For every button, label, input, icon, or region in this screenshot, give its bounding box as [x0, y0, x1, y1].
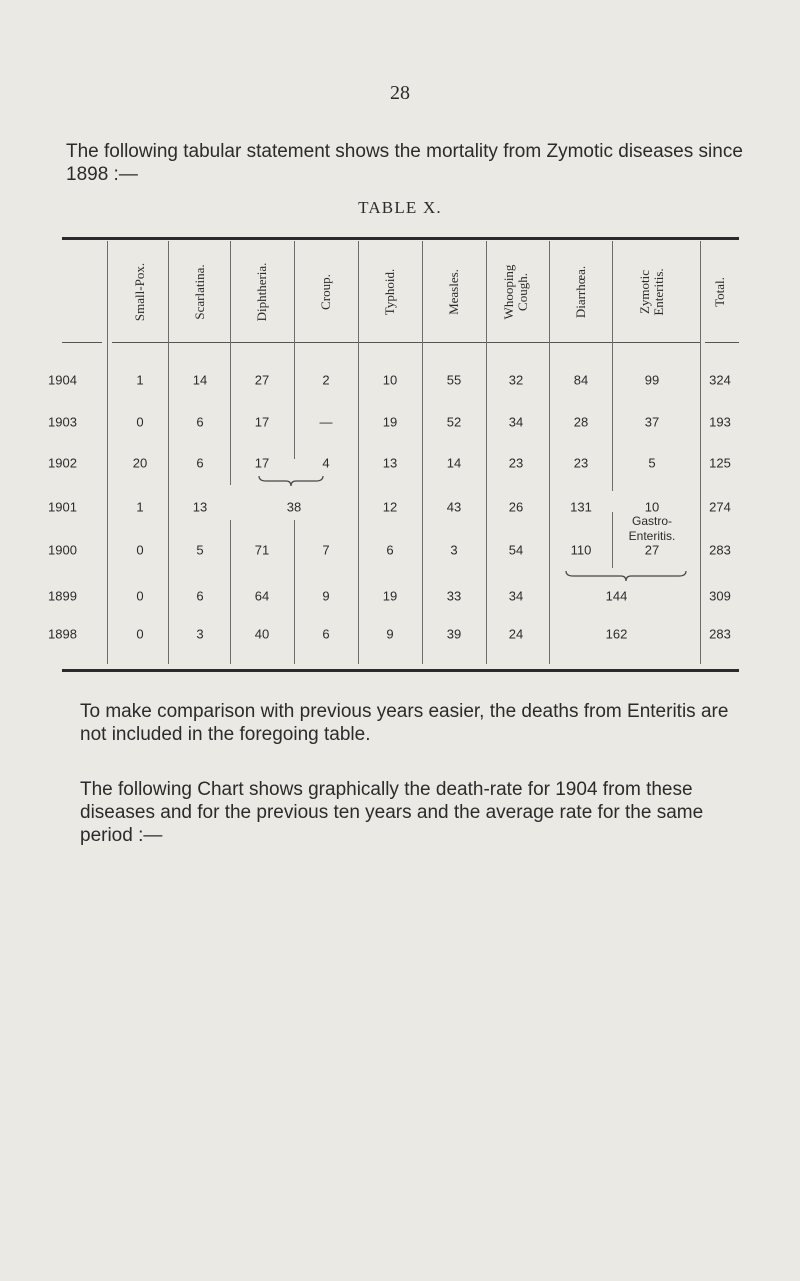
column-rule — [294, 520, 295, 664]
table-cell: 144 — [605, 588, 628, 604]
table-cell: 283 — [709, 626, 731, 642]
column-rule — [168, 241, 169, 664]
table-bottom-rule — [62, 669, 739, 672]
table-cell: 84 — [573, 372, 589, 388]
comparison-paragraph: To make comparison with previous years easier, the deaths from Enteritis are not included in the foregoing table. — [80, 701, 729, 745]
gastro-enteritis-note: Gastro- Enteritis. — [628, 514, 676, 543]
table-cell: 6 — [322, 626, 330, 642]
table-cell: 283 — [709, 542, 731, 558]
header-zymotic-enteritis: Zymotic Enteritis. — [637, 268, 666, 316]
header-croup: Croup. — [318, 274, 333, 310]
table-cell: 14 — [446, 455, 462, 471]
header-whooping-cough: Whooping Cough. — [501, 264, 530, 320]
table-cell: 32 — [508, 372, 524, 388]
header-small-pox: Small-Pox. — [132, 262, 147, 322]
table-cell: 33 — [446, 588, 462, 604]
header-rule — [705, 342, 739, 343]
table-cell: 99 — [644, 372, 660, 388]
table-cell: 3 — [196, 626, 204, 642]
table-cell: 54 — [508, 542, 524, 558]
table-cell: 125 — [709, 455, 731, 471]
table-cell: 1 — [136, 372, 144, 388]
table-top-rule — [62, 237, 739, 240]
row-year: 1899 — [48, 588, 77, 604]
table-cell: 23 — [573, 455, 589, 471]
row-year: 1904 — [48, 372, 77, 388]
column-rule — [612, 512, 613, 568]
table-cell: 5 — [196, 542, 204, 558]
table-cell: 9 — [386, 626, 394, 642]
table-cell: 12 — [382, 499, 398, 515]
column-rule — [422, 241, 423, 664]
table-cell: 39 — [446, 626, 462, 642]
table-cell: 52 — [446, 414, 462, 430]
header-total: Total. — [712, 277, 727, 307]
brace-diarrhoea-enteritis — [565, 569, 687, 583]
table-cell: 193 — [709, 414, 731, 430]
column-rule — [612, 241, 613, 491]
table-cell: 9 — [322, 588, 330, 604]
header-measles: Measles. — [446, 269, 461, 315]
table-cell: 20 — [132, 455, 148, 471]
column-rule — [358, 241, 359, 664]
table-cell: 40 — [254, 626, 270, 642]
intro-paragraph: The following tabular statement shows the mortality from Zymotic diseases since 1898 :— — [66, 141, 743, 185]
table-cell: 19 — [382, 414, 398, 430]
table-cell: 6 — [196, 414, 204, 430]
table-cell: 10 — [382, 372, 398, 388]
table-cell: 5 — [648, 455, 656, 471]
column-rule — [107, 241, 108, 664]
table-cell: 17 — [254, 414, 270, 430]
table-cell: 23 — [508, 455, 524, 471]
table-cell: 274 — [709, 499, 731, 515]
table-cell: 34 — [508, 588, 524, 604]
column-rule — [230, 520, 231, 664]
table-cell: 4 — [322, 455, 330, 471]
table-cell: 27 — [254, 372, 270, 388]
table-cell: 13 — [192, 499, 208, 515]
table-cell: 55 — [446, 372, 462, 388]
row-year: 1901 — [48, 499, 77, 515]
column-rule — [549, 241, 550, 664]
table-cell: 13 — [382, 455, 398, 471]
table-cell: 324 — [709, 372, 731, 388]
table-cell: 2 — [322, 372, 330, 388]
table-cell: 71 — [254, 542, 270, 558]
column-rule — [700, 241, 701, 664]
table-cell: 28 — [573, 414, 589, 430]
header-scarlatina: Scarlatina. — [192, 264, 207, 320]
column-rule — [294, 241, 295, 459]
table-cell: 14 — [192, 372, 208, 388]
table-cell: 19 — [382, 588, 398, 604]
table-cell: 6 — [196, 588, 204, 604]
table-cell: 34 — [508, 414, 524, 430]
brace-diphtheria-croup — [258, 474, 324, 488]
table-cell: 26 — [508, 499, 524, 515]
table-cell: 0 — [136, 626, 144, 642]
header-typhoid: Typhoid. — [382, 268, 397, 316]
table-cell: 37 — [644, 414, 660, 430]
header-rule — [62, 342, 102, 343]
table-cell: 43 — [446, 499, 462, 515]
table-cell: — — [319, 414, 333, 430]
column-rule — [230, 241, 231, 485]
table-cell: 162 — [605, 626, 628, 642]
table-cell: 309 — [709, 588, 731, 604]
chart-intro-paragraph: The following Chart shows graphically the death-rate for 1904 from these diseases and for the previous ten years and the average rate for the same period :— — [80, 779, 704, 846]
table-cell: 27 — [644, 542, 660, 558]
row-year: 1898 — [48, 626, 77, 642]
header-diphtheria: Diphtheria. — [254, 262, 269, 322]
table-cell: 6 — [196, 455, 204, 471]
column-rule — [486, 241, 487, 664]
page-number: 28 — [390, 82, 410, 104]
table-cell: 10 — [644, 499, 660, 515]
table-cell: 0 — [136, 542, 144, 558]
table-cell: 0 — [136, 588, 144, 604]
row-year: 1902 — [48, 455, 77, 471]
table-cell: 24 — [508, 626, 524, 642]
table-cell: 6 — [386, 542, 394, 558]
table-cell: 1 — [136, 499, 144, 515]
table-cell: 0 — [136, 414, 144, 430]
table-cell: 38 — [286, 499, 302, 515]
table-cell: 64 — [254, 588, 270, 604]
table-cell: 7 — [322, 542, 330, 558]
table-cell: 131 — [570, 499, 592, 515]
table-cell: 3 — [450, 542, 458, 558]
row-year: 1900 — [48, 542, 77, 558]
row-year: 1903 — [48, 414, 77, 430]
table-cell: 17 — [254, 455, 270, 471]
header-diarrhoea: Diarrhœa. — [573, 265, 588, 319]
table-title: TABLE X. — [358, 198, 442, 217]
table-cell: 110 — [570, 542, 592, 558]
